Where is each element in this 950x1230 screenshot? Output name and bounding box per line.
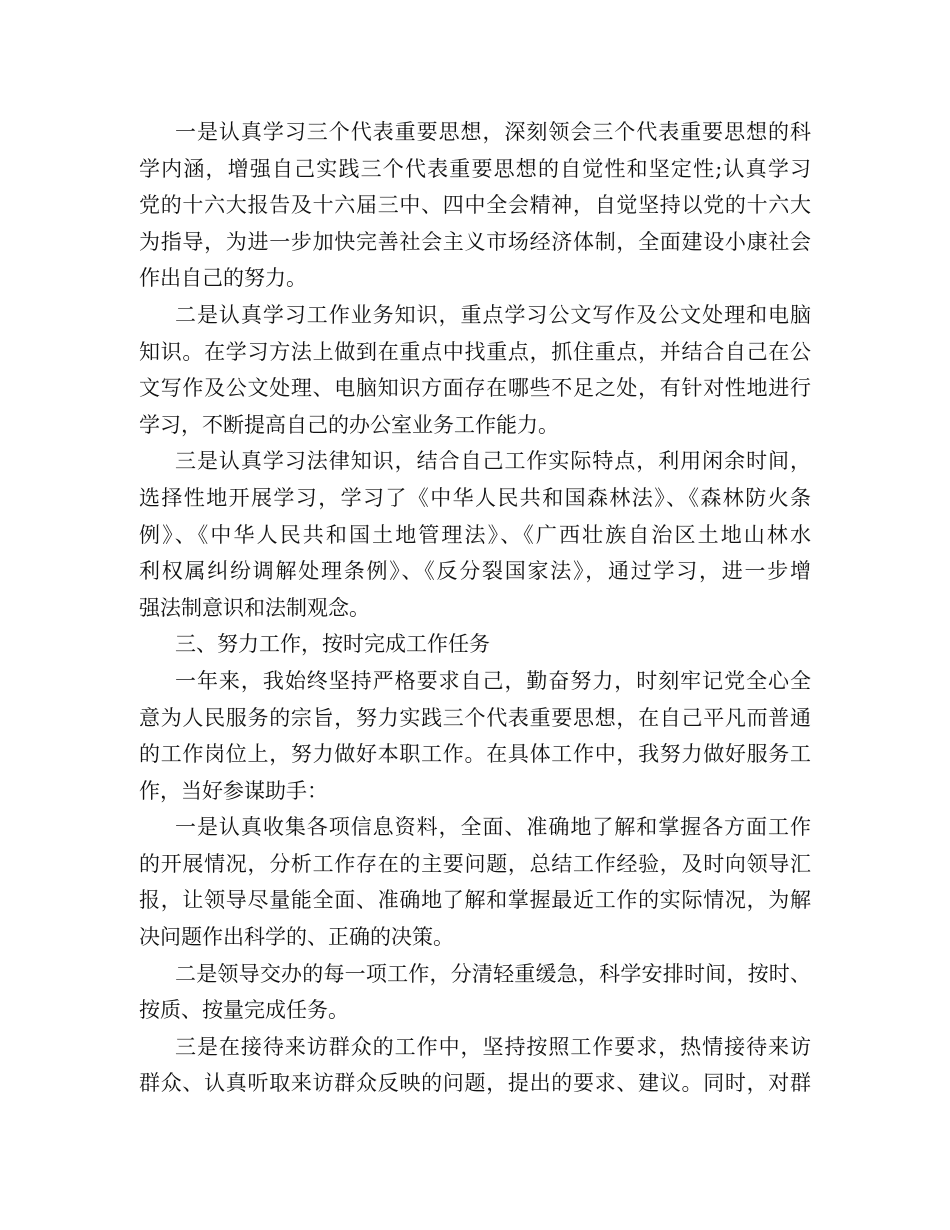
paragraph-line: 作，当好参谋助手： <box>139 778 328 803</box>
paragraph-line: 作出自己的努力。 <box>139 266 307 291</box>
paragraph-line: 一是认真学习三个代表重要思想，深刻领会三个代表重要思想的科 <box>175 120 811 144</box>
paragraph-line: 一年来，我始终坚持严格要求自己，勤奋努力，时刻牢记党全心全 <box>175 668 811 693</box>
paragraph-line: 强法制意识和法制观念。 <box>139 595 370 620</box>
paragraph-line: 群众、认真听取来访群众反映的问题，提出的要求、建议。同时，对群 <box>139 1071 811 1096</box>
paragraph-line: 二是认真学习工作业务知识，重点学习公文写作及公文处理和电脑 <box>175 302 811 327</box>
paragraph-line: 按质、按量完成任务。 <box>139 998 349 1023</box>
paragraph-line: 知识。在学习方法上做到在重点中找重点，抓住重点，并结合自己在公 <box>139 339 811 364</box>
paragraph-line: 利权属纠纷调解处理条例》、《反分裂国家法》，通过学习，进一步增 <box>139 559 811 584</box>
paragraph-line: 一是认真收集各项信息资料，全面、准确地了解和掌握各方面工作 <box>175 815 811 840</box>
paragraph-line: 二是领导交办的每一项工作，分清轻重缓急，科学安排时间，按时、 <box>175 961 811 986</box>
document-body <box>139 114 811 1102</box>
paragraph-line: 党的十六大报告及十六届三中、四中全会精神，自觉坚持以党的十六大 <box>139 193 811 218</box>
paragraph-line: 为指导，为进一步加快完善社会主义市场经济体制，全面建设小康社会 <box>139 229 811 254</box>
section-heading: 三、努力工作，按时完成工作任务 <box>175 632 490 657</box>
paragraph-line: 学习，不断提高自己的办公室业务工作能力。 <box>139 412 559 437</box>
paragraph-line: 文写作及公文处理、电脑知识方面存在哪些不足之处，有针对性地进行 <box>139 376 811 401</box>
paragraph-line: 三是在接待来访群众的工作中，坚持按照工作要求，热情接待来访 <box>175 1034 811 1059</box>
paragraph-line: 三是认真学习法律知识，结合自己工作实际特点，利用闲余时间， <box>175 449 811 474</box>
paragraph-line: 意为人民服务的宗旨，努力实践三个代表重要思想，在自己平凡而普通 <box>139 705 811 730</box>
paragraph-line: 例》、《中华人民共和国土地管理法》、《广西壮族自治区土地山林水 <box>139 522 811 547</box>
paragraph-line: 的工作岗位上，努力做好本职工作。在具体工作中，我努力做好服务工 <box>139 742 811 767</box>
paragraph-line: 决问题作出科学的、正确的决策。 <box>139 925 454 950</box>
paragraph-line: 报，让领导尽量能全面、准确地了解和掌握最近工作的实际情况，为解 <box>139 888 811 913</box>
paragraph-line: 的开展情况，分析工作存在的主要问题，总结工作经验，及时向领导汇 <box>139 851 811 876</box>
paragraph-line: 选择性地开展学习，学习了《中华人民共和国森林法》、《森林防火条 <box>139 485 811 510</box>
paragraph-line: 学内涵，增强自己实践三个代表重要思想的自觉性和坚定性;认真学习 <box>139 156 811 181</box>
